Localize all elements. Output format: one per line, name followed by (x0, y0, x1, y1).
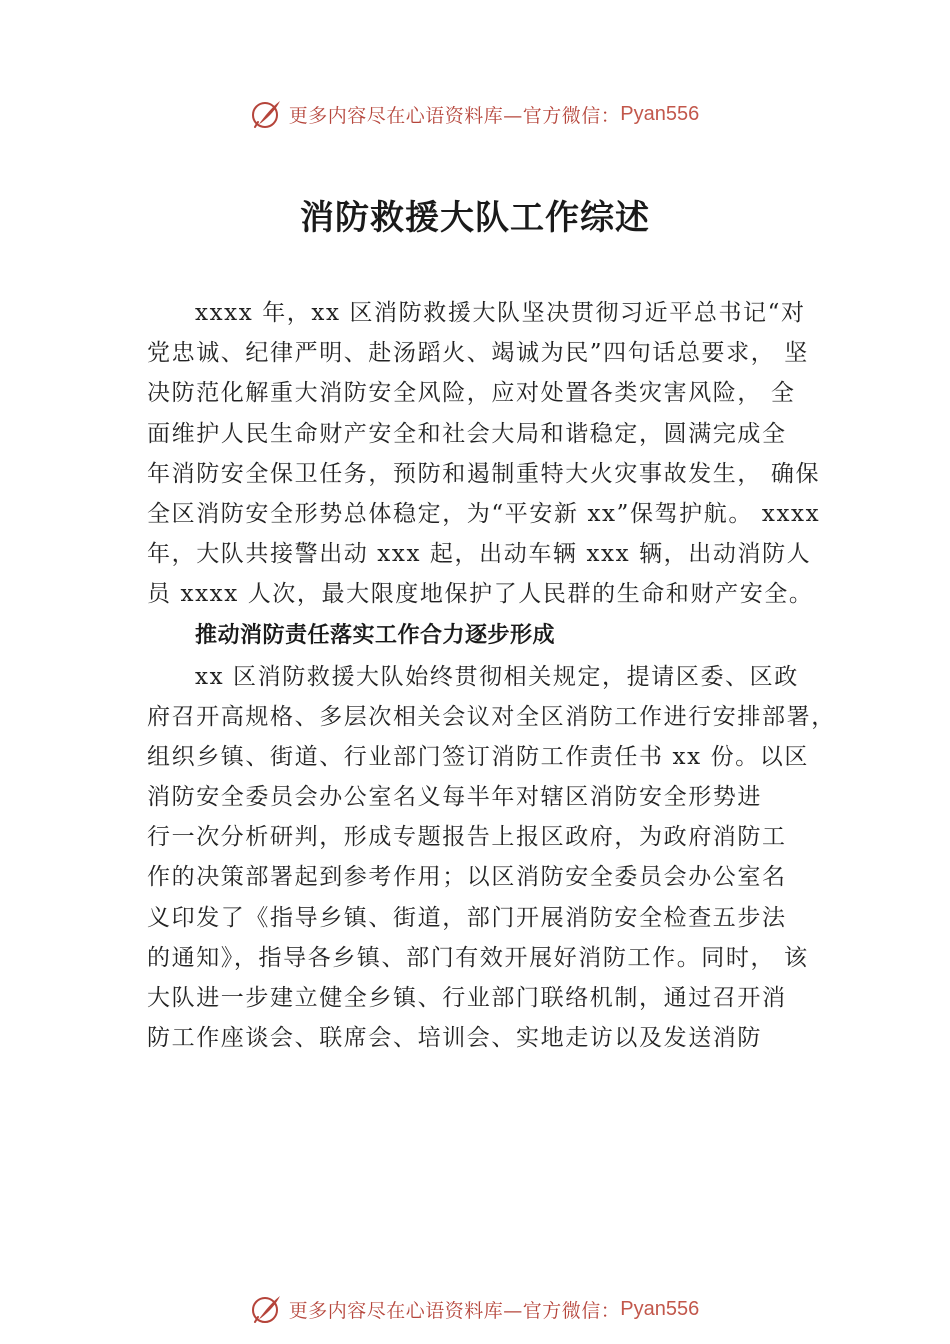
document-title: 消防救援大队工作综述 (300, 198, 650, 238)
text-line: 防工作座谈会、联席会、培训会、实地走访以及发送消防 (147, 1025, 762, 1052)
text-line: 年消防安全保卫任务，预防和遏制重特大火灾事故发生， 确保 (147, 460, 821, 487)
header-banner (0, 94, 950, 134)
text-line: 员 xxxx 人次，最大限度地保护了人民群的生命和财产安全。 (147, 581, 814, 608)
footer-banner (0, 1289, 950, 1329)
text-line: 义印发了《指导乡镇、街道，部门开展消防安全检查五步法 (147, 904, 787, 931)
text-line: xxxx 年，xx 区消防救援大队坚决贯彻习近平总书记“对 (195, 300, 806, 326)
text-line: 的通知》，指导各乡镇、部门有效开展好消防工作。同时， 该 (147, 944, 809, 971)
text-line: 党忠诚、纪律严明、赴汤蹈火、竭诚为民”四句话总要求， 坚 (147, 340, 809, 367)
banner-wechat-id: Pyan556 (620, 102, 700, 125)
banner-text: 更多内容尽在心语资料库—官方微信： (288, 104, 621, 127)
text-line: 行一次分析研判，形成专题报告上报区政府，为政府消防工 (147, 824, 787, 851)
text-line: 作的决策部署起到参考作用；以区消防安全委员会办公室名 (147, 864, 787, 891)
text-line: 决防范化解重大消防安全风险，应对处置各类灾害风险， 全 (147, 380, 796, 407)
text-line: 全区消防安全形势总体稳定，为“平安新 xx”保驾护航。 xxxx (147, 500, 821, 527)
text-line: 组织乡镇、街道、行业部门签订消防工作责任书 xx 份。以区 (147, 743, 809, 770)
paragraph-intro (147, 293, 837, 615)
section-heading: 推动消防责任落实工作合力逐步形成 (195, 622, 556, 648)
text-line: 面维护人民生命财产安全和社会大局和谐稳定，圆满完成全 (147, 420, 787, 447)
text-line: 大队进一步建立健全乡镇、行业部门联络机制，通过召开消 (147, 985, 787, 1011)
text-line: 府召开高规格、多层次相关会议对全区消防工作进行安排部署， (147, 703, 836, 730)
text-line: xx 区消防救援大队始终贯彻相关规定，提请区委、区政 (195, 663, 799, 690)
text-line: 年，大队共接警出动 xxx 起，出动车辆 xxx 辆，出动消防人 (147, 541, 812, 568)
text-line: 消防安全委员会办公室名义每半年对辖区消防安全形势进 (147, 784, 762, 811)
quill-logo-icon (251, 98, 283, 130)
paragraph-section-1 (147, 657, 837, 1059)
quill-logo-icon (251, 1293, 283, 1325)
document-body (147, 293, 837, 1058)
banner-wechat-id: Pyan556 (620, 1297, 700, 1320)
banner-text: 更多内容尽在心语资料库—官方微信： (288, 1299, 621, 1322)
